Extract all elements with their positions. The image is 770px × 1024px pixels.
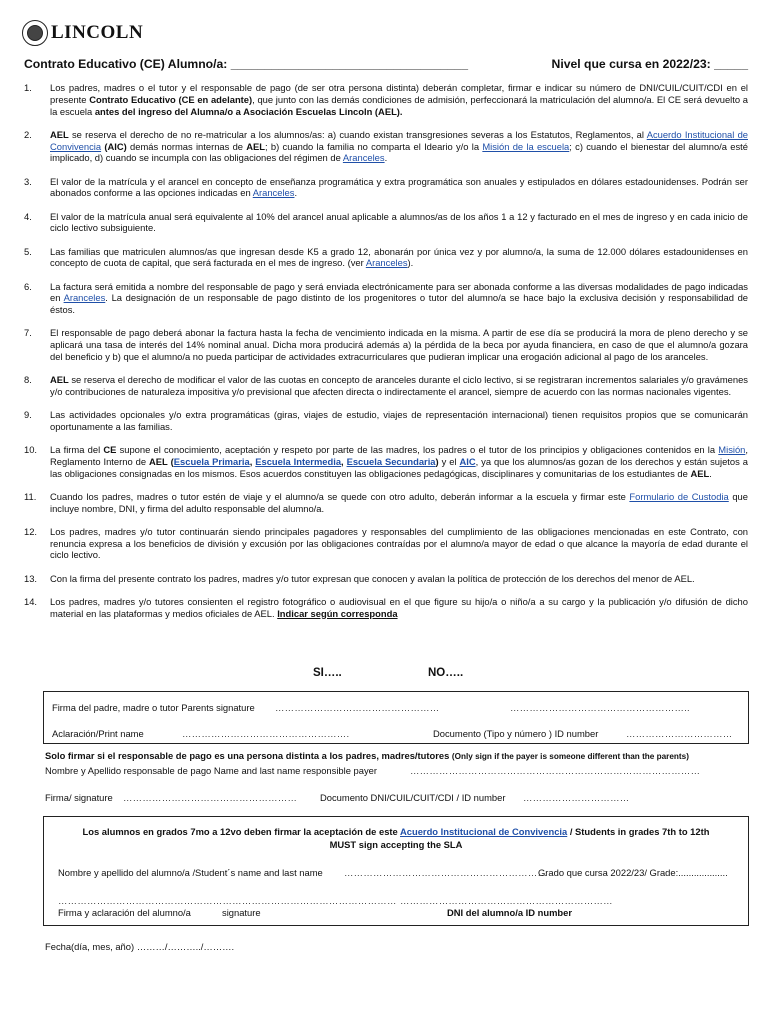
clause-fragment: El valor de la matrícula y el arancel en concepto de enseñanza programática y extra programática son anuales y estipulados en dólares estadounidenses. Podrán ser abonados conforme a las opciones indicadas en xyxy=(50,175,748,199)
clause-item xyxy=(24,327,748,362)
clause-fragment: Los padres, madres o el tutor y el responsable de pago (de ser otra persona distinta) deberán completar, firmar e indicar su número de DNI/CUIL/CUIT/CDI en el presente xyxy=(50,82,748,105)
clause-number: 4. xyxy=(24,210,32,222)
clause-fragment: , xyxy=(341,455,347,467)
clause-fragment: Cuando los padres, madres o tutor estén de viaje y el alumno/a se quede con otro adulto, deberán informar a la escuela y firmar este xyxy=(50,490,630,502)
clause-number: 12. xyxy=(24,525,38,537)
clause-number: 10. xyxy=(24,444,38,456)
clause-fragment: se reserva el derecho de no re-matricular a los alumnos/as: a) cuando existan transgresiones severas a los Estatutos, Reglamentos, al xyxy=(68,128,647,140)
title-student-line: Contrato Educativo (CE) Alumno/a: ___________________________________ xyxy=(24,57,468,71)
clause-fragment: , xyxy=(249,455,256,467)
clause-fragment: El responsable de pago deberá abonar la factura hasta la fecha de vencimiento indicada en la misma. A partir de ese día se producirá la mora de pleno derecho y se aplicará una tasa de interés del 14% nominal anual. Dicha mora producirá además a) la pérdida de la beca por ayuda financiera, en caso de que el alumno/a gozara del beneficio y b) que el alumno/a no pueda participar de actividades extracurriculares que pudieran implicar una erogación adicional al pago de los aranceles. xyxy=(50,327,748,362)
clause-fragment: Los padres, madres y/o tutores consienten el registro fotográfico o audiovisual en el que figure su hijo/a o niño/a a su cargo y la publicación y/o difusión de dicho material en las plataformas y medios oficiales de AEL. xyxy=(50,595,748,619)
student-heading-c: MUST sign accepting the SLA xyxy=(329,839,463,850)
document-link[interactable]: Acuerdo Institucional de Convivencia xyxy=(50,128,748,152)
clause-fragment: . xyxy=(294,187,298,199)
clause-fragment: ( xyxy=(170,455,174,467)
brand-wordmark: LINCOLN xyxy=(51,22,144,44)
clause-fragment: La factura será emitida a nombre del responsable de pago y será enviada electrónicamente para ser abonada conforme a las diversas modalidades de pago indicadas en xyxy=(50,280,748,304)
clause-item xyxy=(24,129,748,164)
payer-name-label: Nombre y Apellido responsable de pago Name and last name responsible payer xyxy=(45,765,377,776)
clause-fragment: , Reglamento Interno de xyxy=(50,444,748,467)
clause-number: 11. xyxy=(24,490,37,502)
clause-text xyxy=(50,82,748,117)
document-link[interactable]: Escuela Secundaria xyxy=(346,455,436,467)
clause-fragment: CE xyxy=(103,444,117,456)
clause-text xyxy=(50,176,748,200)
clause-text xyxy=(50,596,748,620)
clause-fragment: . La designación de un responsable de pago distinto de los progenitores o tutor del alumno/a se hace bajo la exclusiva decisión y responsabilidad de éstos. xyxy=(50,292,749,316)
clause-item xyxy=(24,491,748,515)
document-link[interactable]: Aranceles xyxy=(252,187,295,199)
clause-number: 14. xyxy=(24,595,38,607)
clause-fragment: que incluye nombre, DNI, y firma del adulto responsable del alumno/a. xyxy=(50,490,748,514)
clause-fragment: supone el conocimiento, aceptación y respeto por parte de las madres, los padres o el tutor de los principios y obligaciones contenidos en la xyxy=(116,444,719,456)
document-link[interactable]: Misión xyxy=(718,444,746,456)
clause-item xyxy=(24,82,748,117)
clause-fragment: Contrato Educativo (CE en adelante) xyxy=(89,93,253,105)
clause-fragment: , que junto con las demás condiciones de admisión, perfeccionará la matriculación del alumno/a. El CE será devuelto a la escuela xyxy=(50,93,749,117)
clause-fragment: . xyxy=(709,467,712,479)
clause-fragment: Las familias que matriculen alumnos/as que ingresan desde K5 a grado 12, abonarán por única vez y por alumno/a, la suma de 12.000 dólares estadounidenses en concepto de cuota de capital, que será facturada en el mes de ingreso. (ver xyxy=(50,245,748,269)
student-signature-sub-label: signature xyxy=(222,907,261,918)
clause-text xyxy=(50,491,748,515)
clause-fragment: AEL xyxy=(690,467,710,479)
clause-number: 8. xyxy=(24,374,32,386)
payer-dni-field[interactable]: …………………………… xyxy=(523,792,630,803)
lincoln-logo xyxy=(22,20,143,46)
clause-fragment: antes del ingreso del Alumna/o a Asociación Escuelas Lincoln (AEL). xyxy=(94,105,403,117)
print-name-field[interactable]: ……………………………………………. xyxy=(182,728,350,739)
clause-fragment: Indicar según corresponda xyxy=(277,607,398,619)
aic-link[interactable]: Acuerdo Institucional de Convivencia xyxy=(400,826,568,837)
document-link[interactable]: Aranceles xyxy=(342,152,385,164)
document-link[interactable]: Misión de la escuela xyxy=(482,140,570,152)
clause-item xyxy=(24,409,748,433)
consent-yes[interactable]: SI….. xyxy=(313,667,342,679)
clause-item xyxy=(24,176,748,200)
document-link[interactable]: Aranceles xyxy=(365,257,408,269)
document-id-field[interactable]: …………………………… xyxy=(626,728,733,739)
clause-fragment: y el xyxy=(438,455,460,467)
clause-text xyxy=(50,573,748,585)
clause-number: 1. xyxy=(24,82,32,93)
clause-number: 13. xyxy=(24,572,38,584)
clause-text xyxy=(50,409,748,433)
clause-item xyxy=(24,211,748,235)
payer-name-field[interactable]: ……………………………………………………………………………… xyxy=(410,765,701,776)
clause-number: 5. xyxy=(24,245,32,257)
clause-fragment: AEL xyxy=(50,128,69,140)
school-seal-icon xyxy=(22,20,48,46)
student-dni-label: DNI del alumno/a ID number xyxy=(447,907,573,918)
clause-fragment: AEL xyxy=(148,455,168,467)
payer-signature-field[interactable]: ……………………………………………… xyxy=(123,792,298,803)
student-signature-field[interactable]: …………………………………………………………………………………………… xyxy=(58,895,397,906)
payer-dni-label: Documento DNI/CUIL/CUIT/CDI / ID number xyxy=(320,792,506,803)
payer-heading-es: Solo firmar si el responsable de pago es una persona distinta a los padres, madres/tutores xyxy=(45,750,450,761)
clause-number: 6. xyxy=(24,280,32,292)
document-link[interactable]: Formulario de Custodia xyxy=(629,490,729,502)
parent-signature-field[interactable]: …………………………………………… xyxy=(275,702,440,713)
clause-text xyxy=(50,281,748,316)
student-dni-field[interactable]: ………………………………………………………… xyxy=(400,895,613,906)
document-id-label: Documento (Tipo y número ) ID number xyxy=(433,728,599,739)
clause-fragment: ). xyxy=(407,257,414,269)
student-name-field[interactable]: ……………………………………………………… xyxy=(344,867,548,878)
clause-fragment: La firma del xyxy=(50,444,104,456)
clause-fragment: demás normas internas de xyxy=(126,140,247,152)
clause-fragment: Los padres, madres y/o tutor continuarán siendo principales pagadores y responsables del cumplimiento de las obligaciones mencionadas en este Contrato, con renuncia expresa a los beneficios de división y excusión por las obligaciones contraídas por el alumno/a mayor de edad o que alcance la mayoría de edad durante el ciclo lectivo. xyxy=(50,525,748,561)
clause-number: 7. xyxy=(24,327,32,339)
clause-item xyxy=(24,526,748,561)
student-signature-label: Firma y aclaración del alumno/a xyxy=(58,907,191,918)
student-signature-box xyxy=(43,816,749,926)
document-link[interactable]: AIC xyxy=(459,455,476,467)
student-box-heading xyxy=(44,826,748,838)
document-link[interactable]: Aranceles xyxy=(63,292,106,304)
clause-fragment: El valor de la matrícula anual será equivalente al 10% del arancel anual aplicable a alumnos/as de los años 1 a 12 y facturado en el mes de ingreso y en cada inicio de ciclo lectivo subsiguiente. xyxy=(50,210,748,234)
grade-field[interactable]: Grado que cursa 2022/23/ Grade:................... xyxy=(538,867,728,878)
parent-signature-label: Firma del padre, madre o tutor Parents signature xyxy=(52,702,255,713)
clause-text xyxy=(50,246,748,270)
document-link[interactable]: Escuela Intermedia xyxy=(255,455,342,467)
clause-number: 2. xyxy=(24,128,32,140)
student-heading-a: Los alumnos en grados 7mo a 12vo deben firmar la aceptación de este xyxy=(82,826,400,837)
student-heading-b: / Students in grades 7th to 12th xyxy=(567,826,710,837)
clause-fragment: ; b) cuando la familia no comparta el Ideario y/o la xyxy=(265,140,483,152)
clause-fragment: ) xyxy=(435,455,439,467)
clause-number: 3. xyxy=(24,175,32,187)
parent-signature-box xyxy=(43,691,749,744)
clause-item xyxy=(24,573,748,585)
clause-item xyxy=(24,246,748,270)
clause-item xyxy=(24,281,748,316)
clause-fragment: ; c) cuando el bienestar del alumno/a esté implicado, d) cuando se incumpla con las obligaciones del régimen de xyxy=(50,140,748,164)
document-title xyxy=(24,59,748,71)
document-link[interactable]: Escuela Primaria xyxy=(173,455,250,467)
clause-text xyxy=(50,327,748,362)
payer-heading-en: (Only sign if the payer is someone different than the parents) xyxy=(451,752,689,761)
parent-signature-field-2[interactable]: ……………………………………………….. xyxy=(510,702,690,713)
clause-text xyxy=(50,526,748,561)
clause-fragment: se reserva el derecho de modificar el valor de las cuotas en concepto de aranceles durante el ciclo lectivo, si se registraran incrementos salariales y/o gravámenes y/o contribuciones de naturaleza impositiva y/o previsional que afecten directa o indirectamente el arancel, siempre de acuerdo con las normas nacionales vigentes. xyxy=(50,374,748,397)
date-field[interactable]: Fecha(día, mes, año) ………/………../………. xyxy=(45,941,235,952)
print-name-label: Aclaración/Print name xyxy=(52,728,144,739)
consent-no[interactable]: NO….. xyxy=(428,667,464,679)
clause-fragment: Las actividades opcionales y/o extra programáticas (giras, viajes de estudio, viajes de representación internacional) tienen requisitos propios que se comunicarán oportunamente a las familias. xyxy=(50,409,748,432)
clause-fragment: , ya que los alumnos/as gozan de los derechos y están sujetos a las obligaciones consignadas en los mismos. Esos acuerdos constituyen las obligaciones pedagógicas, disciplinares y comunitarias de los estudiantes de xyxy=(50,455,748,479)
clause-number: 9. xyxy=(24,409,32,421)
clause-text xyxy=(50,374,748,398)
clause-fragment: (AIC) xyxy=(104,140,127,152)
clause-text xyxy=(50,444,748,479)
clause-fragment: AEL xyxy=(50,374,69,386)
student-name-label: Nombre y apellido del alumno/a /Student´s name and last name xyxy=(58,867,323,878)
clause-item xyxy=(24,444,748,479)
clause-fragment: Con la firma del presente contrato los padres, madres y/o tutor expresan que conocen y avalan la política de protección de los derechos del menor de AEL. xyxy=(50,572,695,584)
payer-heading xyxy=(45,750,689,763)
clauses-list xyxy=(24,82,748,631)
clause-text xyxy=(50,211,748,235)
clause-item xyxy=(24,596,748,620)
clause-item xyxy=(24,374,748,398)
clause-fragment: . xyxy=(384,152,388,164)
title-grade-line: Nivel que cursa en 2022/23: _____ xyxy=(551,57,748,71)
clause-text xyxy=(50,129,748,164)
clause-fragment: AEL xyxy=(246,140,266,152)
payer-signature-label: Firma/ signature xyxy=(45,792,113,803)
